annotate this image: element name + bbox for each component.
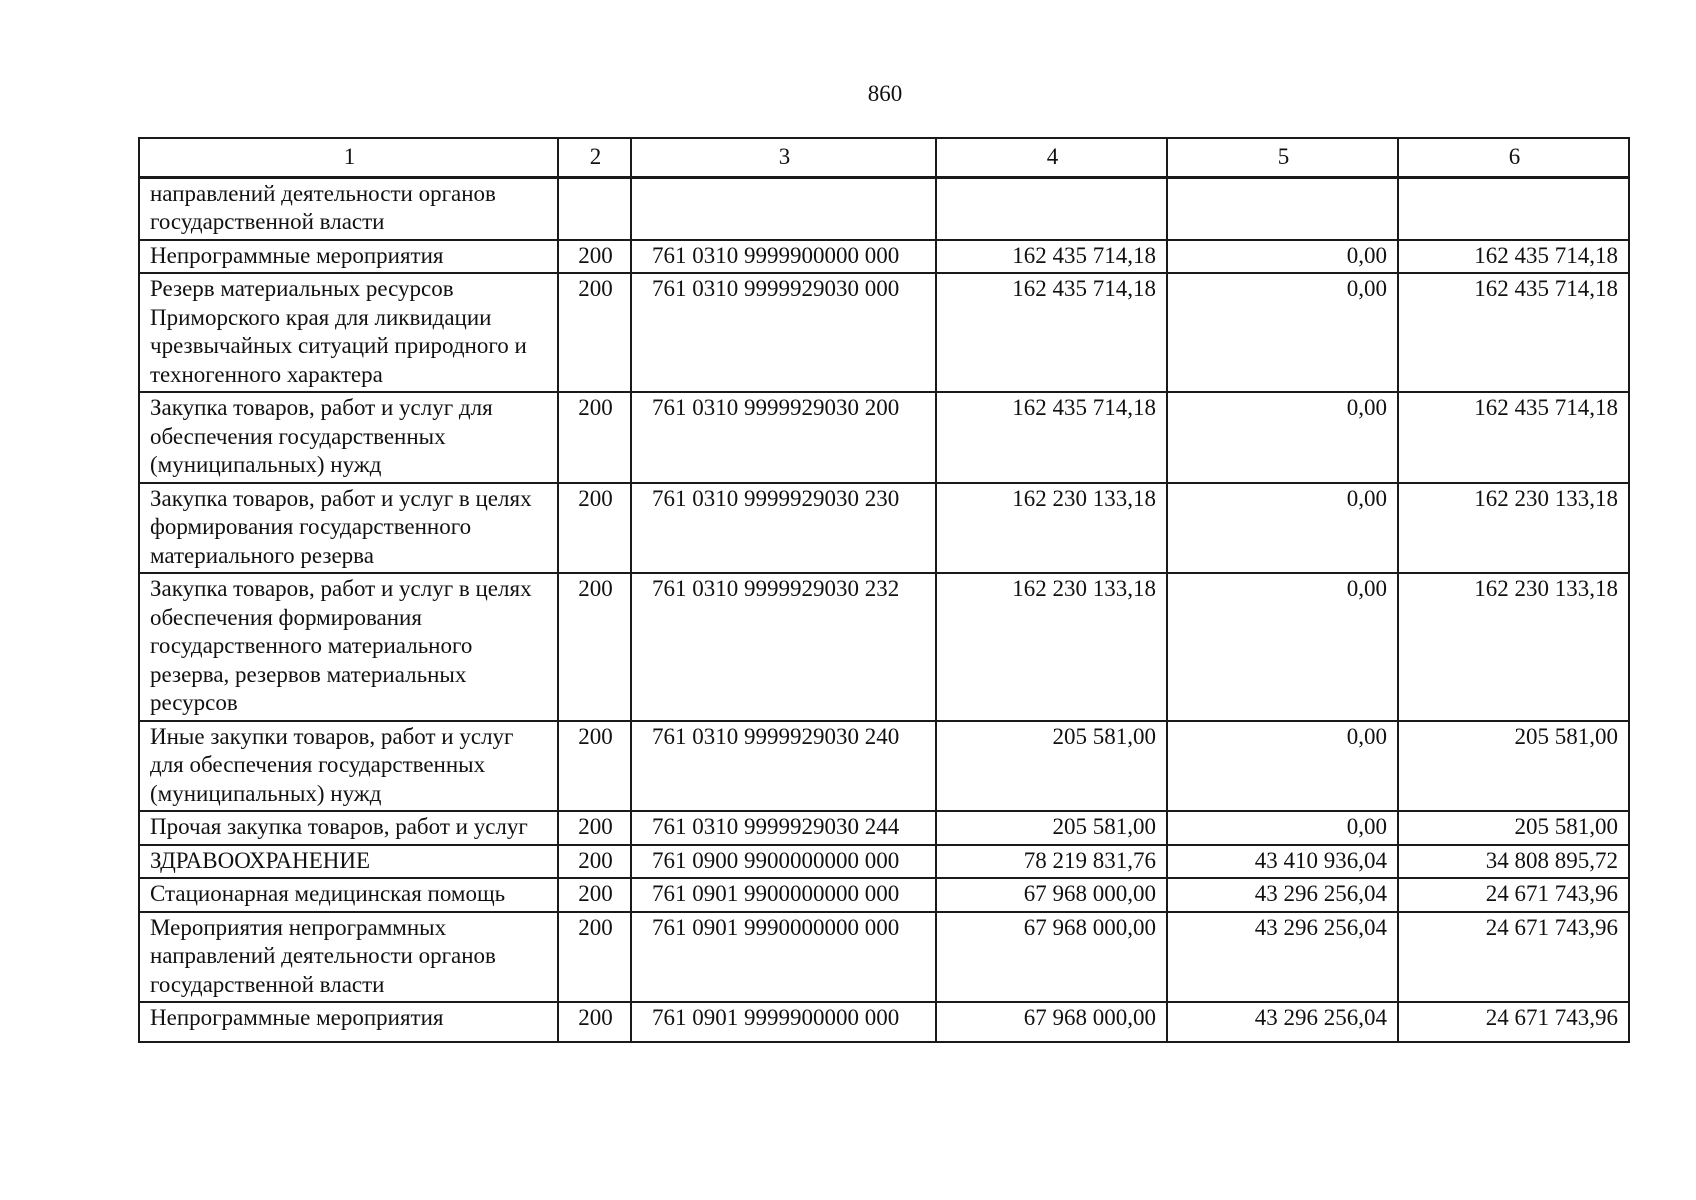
- row-name-cell: Закупка товаров, работ и услуг в целях обеспечения формирования государственного материального резерва, резервов материальных ресурсов: [139, 573, 558, 721]
- row-kbk-cell: 761 0310 9999929030 232: [631, 573, 936, 721]
- row-code-cell: [558, 177, 631, 240]
- row-code-cell: 200: [558, 811, 631, 845]
- table-row: [139, 483, 1629, 574]
- table-row: [139, 177, 1629, 240]
- row-code-cell: 200: [558, 912, 631, 1003]
- table-row: [139, 573, 1629, 721]
- row-code-cell: 200: [558, 721, 631, 812]
- row-value-4-cell: 162 230 133,18: [936, 573, 1167, 721]
- row-code-cell: 200: [558, 240, 631, 274]
- row-kbk-cell: 761 0310 9999929030 240: [631, 721, 936, 812]
- row-name-cell: Иные закупки товаров, работ и услуг для обеспечения государственных (муниципальных) нужд: [139, 721, 558, 812]
- table-row: [139, 240, 1629, 274]
- row-value-5-cell: 0,00: [1167, 573, 1398, 721]
- table-header-row: [139, 138, 1629, 177]
- row-name-cell: ЗДРАВООХРАНЕНИЕ: [139, 845, 558, 879]
- row-value-5-cell: [1167, 177, 1398, 240]
- row-code-cell: 200: [558, 845, 631, 879]
- row-kbk-cell: 761 0901 9999900000 000: [631, 1002, 936, 1042]
- row-kbk-cell: 761 0900 9900000000 000: [631, 845, 936, 879]
- row-value-5-cell: 0,00: [1167, 240, 1398, 274]
- row-value-5-cell: 43 296 256,04: [1167, 878, 1398, 912]
- row-value-5-cell: 0,00: [1167, 483, 1398, 574]
- row-value-4-cell: 162 435 714,18: [936, 240, 1167, 274]
- table-row: [139, 392, 1629, 483]
- row-kbk-cell: 761 0901 9900000000 000: [631, 878, 936, 912]
- row-kbk-cell: 761 0310 9999929030 200: [631, 392, 936, 483]
- row-code-cell: 200: [558, 392, 631, 483]
- row-value-6-cell: 24 671 743,96: [1398, 1002, 1629, 1042]
- row-kbk-cell: 761 0901 9990000000 000: [631, 912, 936, 1003]
- row-value-6-cell: 162 435 714,18: [1398, 273, 1629, 392]
- row-value-4-cell: 162 435 714,18: [936, 273, 1167, 392]
- column-header-1: 1: [139, 138, 558, 177]
- row-value-5-cell: 0,00: [1167, 273, 1398, 392]
- row-value-4-cell: [936, 177, 1167, 240]
- row-value-4-cell: 205 581,00: [936, 721, 1167, 812]
- table-row: [139, 912, 1629, 1003]
- column-header-2: 2: [558, 138, 631, 177]
- row-value-6-cell: 162 230 133,18: [1398, 483, 1629, 574]
- page-number: 860: [867, 81, 903, 106]
- row-name-cell: Закупка товаров, работ и услуг для обеспечения государственных (муниципальных) нужд: [139, 392, 558, 483]
- row-value-4-cell: 78 219 831,76: [936, 845, 1167, 879]
- table-row: [139, 273, 1629, 392]
- row-kbk-cell: 761 0310 9999929030 244: [631, 811, 936, 845]
- row-value-6-cell: 205 581,00: [1398, 721, 1629, 812]
- column-header-5: 5: [1167, 138, 1398, 177]
- row-name-cell: Резерв материальных ресурсов Приморского края для ликвидации чрезвычайных ситуаций природного и техногенного характера: [139, 273, 558, 392]
- row-value-6-cell: 205 581,00: [1398, 811, 1629, 845]
- row-code-cell: 200: [558, 1002, 631, 1042]
- row-value-6-cell: [1398, 177, 1629, 240]
- budget-table: [138, 137, 1630, 1043]
- row-kbk-cell: 761 0310 9999900000 000: [631, 240, 936, 274]
- table-row: [139, 1002, 1629, 1042]
- row-value-6-cell: 162 230 133,18: [1398, 573, 1629, 721]
- row-value-5-cell: 0,00: [1167, 721, 1398, 812]
- row-value-6-cell: 34 808 895,72: [1398, 845, 1629, 879]
- row-value-6-cell: 24 671 743,96: [1398, 912, 1629, 1003]
- row-kbk-cell: 761 0310 9999929030 000: [631, 273, 936, 392]
- row-value-4-cell: 162 435 714,18: [936, 392, 1167, 483]
- column-header-6: 6: [1398, 138, 1629, 177]
- row-kbk-cell: 761 0310 9999929030 230: [631, 483, 936, 574]
- row-value-4-cell: 205 581,00: [936, 811, 1167, 845]
- row-value-4-cell: 67 968 000,00: [936, 878, 1167, 912]
- row-kbk-cell: [631, 177, 936, 240]
- row-value-5-cell: 0,00: [1167, 811, 1398, 845]
- table-row: [139, 845, 1629, 879]
- row-name-cell: Непрограммные мероприятия: [139, 1002, 558, 1042]
- table-row: [139, 721, 1629, 812]
- table-row: [139, 811, 1629, 845]
- row-code-cell: 200: [558, 878, 631, 912]
- row-value-5-cell: 43 410 936,04: [1167, 845, 1398, 879]
- row-value-5-cell: 0,00: [1167, 392, 1398, 483]
- row-value-5-cell: 43 296 256,04: [1167, 1002, 1398, 1042]
- column-header-4: 4: [936, 138, 1167, 177]
- row-name-cell: Непрограммные мероприятия: [139, 240, 558, 274]
- row-code-cell: 200: [558, 573, 631, 721]
- row-value-4-cell: 162 230 133,18: [936, 483, 1167, 574]
- row-value-6-cell: 162 435 714,18: [1398, 392, 1629, 483]
- row-name-cell: Стационарная медицинская помощь: [139, 878, 558, 912]
- table-row: [139, 878, 1629, 912]
- row-value-5-cell: 43 296 256,04: [1167, 912, 1398, 1003]
- row-code-cell: 200: [558, 273, 631, 392]
- row-code-cell: 200: [558, 483, 631, 574]
- row-value-6-cell: 162 435 714,18: [1398, 240, 1629, 274]
- row-name-cell: Закупка товаров, работ и услуг в целях формирования государственного материального резерва: [139, 483, 558, 574]
- row-name-cell: Прочая закупка товаров, работ и услуг: [139, 811, 558, 845]
- row-name-cell: Мероприятия непрограммных направлений деятельности органов государственной власти: [139, 912, 558, 1003]
- column-header-3: 3: [631, 138, 936, 177]
- row-value-4-cell: 67 968 000,00: [936, 1002, 1167, 1042]
- row-value-4-cell: 67 968 000,00: [936, 912, 1167, 1003]
- row-name-cell: направлений деятельности органов государственной власти: [139, 177, 558, 240]
- row-value-6-cell: 24 671 743,96: [1398, 878, 1629, 912]
